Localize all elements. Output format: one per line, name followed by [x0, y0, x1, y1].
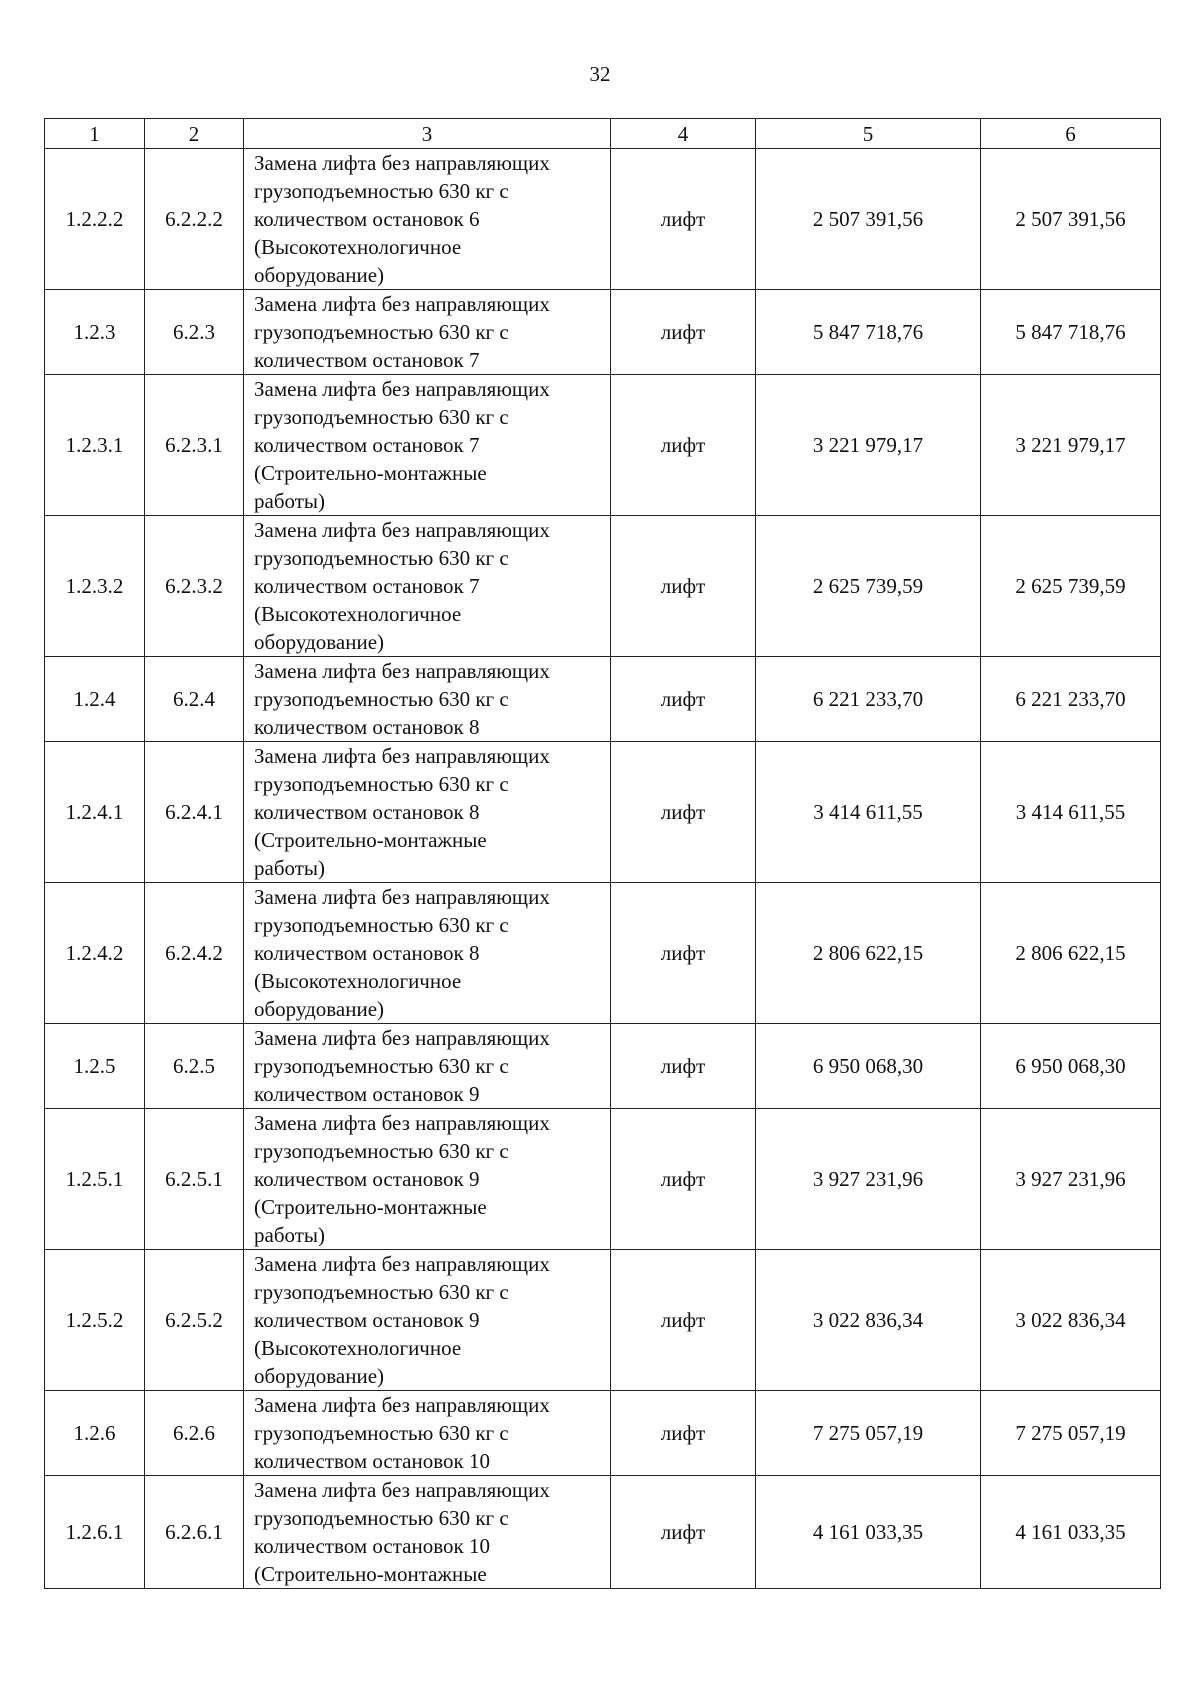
description-line: работы) — [254, 856, 326, 880]
unit-cell: лифт — [611, 1109, 756, 1250]
description-line: грузоподъемностью 630 кг с — [254, 405, 509, 429]
description-line: оборудование) — [254, 630, 385, 654]
description-line: (Строительно-монтажные — [254, 461, 487, 485]
description-line: (Высокотехнологичное — [254, 602, 462, 626]
code-cell: 6.2.3 — [145, 290, 244, 375]
description-line: грузоподъемностью 630 кг с — [254, 179, 509, 203]
description-line: Замена лифта без направляющих — [254, 1026, 550, 1050]
description-line: грузоподъемностью 630 кг с — [254, 1506, 509, 1530]
table-row — [45, 1476, 1161, 1589]
code-cell: 6.2.6 — [145, 1391, 244, 1476]
item-number-cell: 1.2.3.1 — [45, 375, 145, 516]
unit-cell: лифт — [611, 290, 756, 375]
description-cell — [244, 1024, 611, 1109]
description-line: Замена лифта без направляющих — [254, 1111, 550, 1135]
description-line: Замена лифта без направляющих — [254, 518, 550, 542]
cost-cell: 6 950 068,30 — [756, 1024, 981, 1109]
cost-cell: 7 275 057,19 — [756, 1391, 981, 1476]
description-line: грузоподъемностью 630 кг с — [254, 687, 509, 711]
description-line: количеством остановок 8 — [254, 715, 480, 739]
cost-cell: 5 847 718,76 — [756, 290, 981, 375]
header-row — [45, 119, 1161, 149]
description-line: работы) — [254, 1223, 326, 1247]
item-number-cell: 1.2.5.2 — [45, 1250, 145, 1391]
item-number-cell: 1.2.4.2 — [45, 883, 145, 1024]
cost-cell: 6 221 233,70 — [756, 657, 981, 742]
description-cell — [244, 516, 611, 657]
description-line: Замена лифта без направляющих — [254, 377, 550, 401]
description-line: количеством остановок 9 — [254, 1082, 480, 1106]
total-cell: 3 221 979,17 — [981, 375, 1161, 516]
code-cell: 6.2.3.1 — [145, 375, 244, 516]
description-line: количеством остановок 10 — [254, 1534, 490, 1558]
unit-cell: лифт — [611, 516, 756, 657]
total-cell: 6 221 233,70 — [981, 657, 1161, 742]
total-cell: 3 414 611,55 — [981, 742, 1161, 883]
unit-cell: лифт — [611, 149, 756, 290]
column-header: 5 — [756, 119, 981, 149]
cost-cell: 2 625 739,59 — [756, 516, 981, 657]
unit-cell: лифт — [611, 1391, 756, 1476]
description-line: количеством остановок 7 — [254, 433, 480, 457]
column-header: 1 — [45, 119, 145, 149]
cost-table — [44, 118, 1161, 1589]
code-cell: 6.2.4 — [145, 657, 244, 742]
total-cell: 5 847 718,76 — [981, 290, 1161, 375]
description-line: Замена лифта без направляющих — [254, 659, 550, 683]
description-line: (Строительно-монтажные — [254, 828, 487, 852]
cost-cell: 3 022 836,34 — [756, 1250, 981, 1391]
description-line: количеством остановок 6 — [254, 207, 480, 231]
cost-cell: 2 507 391,56 — [756, 149, 981, 290]
cost-cell: 3 927 231,96 — [756, 1109, 981, 1250]
description-line: количеством остановок 9 — [254, 1308, 480, 1332]
code-cell: 6.2.5 — [145, 1024, 244, 1109]
description-cell — [244, 1476, 611, 1589]
description-line: оборудование) — [254, 997, 385, 1021]
description-line: количеством остановок 7 — [254, 574, 480, 598]
total-cell: 2 625 739,59 — [981, 516, 1161, 657]
description-line: грузоподъемностью 630 кг с — [254, 1421, 509, 1445]
item-number-cell: 1.2.5 — [45, 1024, 145, 1109]
table-row — [45, 516, 1161, 657]
description-cell — [244, 1250, 611, 1391]
description-line: Замена лифта без направляющих — [254, 1252, 550, 1276]
table-body — [45, 149, 1161, 1589]
code-cell: 6.2.2.2 — [145, 149, 244, 290]
description-line: количеством остановок 10 — [254, 1449, 490, 1473]
column-header: 3 — [244, 119, 611, 149]
table-row — [45, 742, 1161, 883]
cost-cell: 4 161 033,35 — [756, 1476, 981, 1589]
description-line: грузоподъемностью 630 кг с — [254, 1054, 509, 1078]
item-number-cell: 1.2.4.1 — [45, 742, 145, 883]
item-number-cell: 1.2.3 — [45, 290, 145, 375]
description-cell — [244, 883, 611, 1024]
description-line: количеством остановок 7 — [254, 348, 480, 372]
table-row — [45, 1024, 1161, 1109]
code-cell: 6.2.5.1 — [145, 1109, 244, 1250]
description-cell — [244, 657, 611, 742]
description-line: (Строительно-монтажные — [254, 1562, 487, 1586]
total-cell: 6 950 068,30 — [981, 1024, 1161, 1109]
description-line: грузоподъемностью 630 кг с — [254, 913, 509, 937]
item-number-cell: 1.2.6 — [45, 1391, 145, 1476]
table-row — [45, 1109, 1161, 1250]
total-cell: 4 161 033,35 — [981, 1476, 1161, 1589]
unit-cell: лифт — [611, 1024, 756, 1109]
total-cell: 7 275 057,19 — [981, 1391, 1161, 1476]
table-row — [45, 883, 1161, 1024]
unit-cell: лифт — [611, 883, 756, 1024]
description-line: (Высокотехнологичное — [254, 969, 462, 993]
item-number-cell: 1.2.5.1 — [45, 1109, 145, 1250]
code-cell: 6.2.4.1 — [145, 742, 244, 883]
code-cell: 6.2.4.2 — [145, 883, 244, 1024]
description-line: Замена лифта без направляющих — [254, 1393, 550, 1417]
total-cell: 2 507 391,56 — [981, 149, 1161, 290]
unit-cell: лифт — [611, 742, 756, 883]
table-row — [45, 1391, 1161, 1476]
description-line: оборудование) — [254, 1364, 385, 1388]
description-line: грузоподъемностью 630 кг с — [254, 320, 509, 344]
table-row — [45, 149, 1161, 290]
description-line: Замена лифта без направляющих — [254, 292, 550, 316]
description-line: Замена лифта без направляющих — [254, 1478, 550, 1502]
description-line: грузоподъемностью 630 кг с — [254, 1139, 509, 1163]
item-number-cell: 1.2.2.2 — [45, 149, 145, 290]
description-line: Замена лифта без направляющих — [254, 885, 550, 909]
description-line: Замена лифта без направляющих — [254, 151, 550, 175]
description-cell — [244, 742, 611, 883]
description-line: (Строительно-монтажные — [254, 1195, 487, 1219]
description-line: количеством остановок 9 — [254, 1167, 480, 1191]
description-line: грузоподъемностью 630 кг с — [254, 772, 509, 796]
unit-cell: лифт — [611, 1476, 756, 1589]
item-number-cell: 1.2.3.2 — [45, 516, 145, 657]
cost-cell: 3 414 611,55 — [756, 742, 981, 883]
item-number-cell: 1.2.4 — [45, 657, 145, 742]
unit-cell: лифт — [611, 657, 756, 742]
column-header: 6 — [981, 119, 1161, 149]
page-number: 32 — [589, 62, 611, 86]
column-header: 4 — [611, 119, 756, 149]
description-line: Замена лифта без направляющих — [254, 744, 550, 768]
description-line: грузоподъемностью 630 кг с — [254, 546, 509, 570]
code-cell: 6.2.5.2 — [145, 1250, 244, 1391]
table-row — [45, 1250, 1161, 1391]
description-cell — [244, 149, 611, 290]
table-row — [45, 657, 1161, 742]
description-cell — [244, 1109, 611, 1250]
item-number-cell: 1.2.6.1 — [45, 1476, 145, 1589]
description-cell — [244, 290, 611, 375]
description-cell — [244, 1391, 611, 1476]
description-line: работы) — [254, 489, 326, 513]
table-row — [45, 375, 1161, 516]
cost-cell: 3 221 979,17 — [756, 375, 981, 516]
unit-cell: лифт — [611, 1250, 756, 1391]
table-row — [45, 290, 1161, 375]
unit-cell: лифт — [611, 375, 756, 516]
total-cell: 2 806 622,15 — [981, 883, 1161, 1024]
description-line: количеством остановок 8 — [254, 800, 480, 824]
description-line: грузоподъемностью 630 кг с — [254, 1280, 509, 1304]
cost-cell: 2 806 622,15 — [756, 883, 981, 1024]
description-line: количеством остановок 8 — [254, 941, 480, 965]
code-cell: 6.2.3.2 — [145, 516, 244, 657]
total-cell: 3 927 231,96 — [981, 1109, 1161, 1250]
description-line: (Высокотехнологичное — [254, 235, 462, 259]
column-header: 2 — [145, 119, 244, 149]
total-cell: 3 022 836,34 — [981, 1250, 1161, 1391]
code-cell: 6.2.6.1 — [145, 1476, 244, 1589]
description-cell — [244, 375, 611, 516]
description-line: (Высокотехнологичное — [254, 1336, 462, 1360]
description-line: оборудование) — [254, 263, 385, 287]
